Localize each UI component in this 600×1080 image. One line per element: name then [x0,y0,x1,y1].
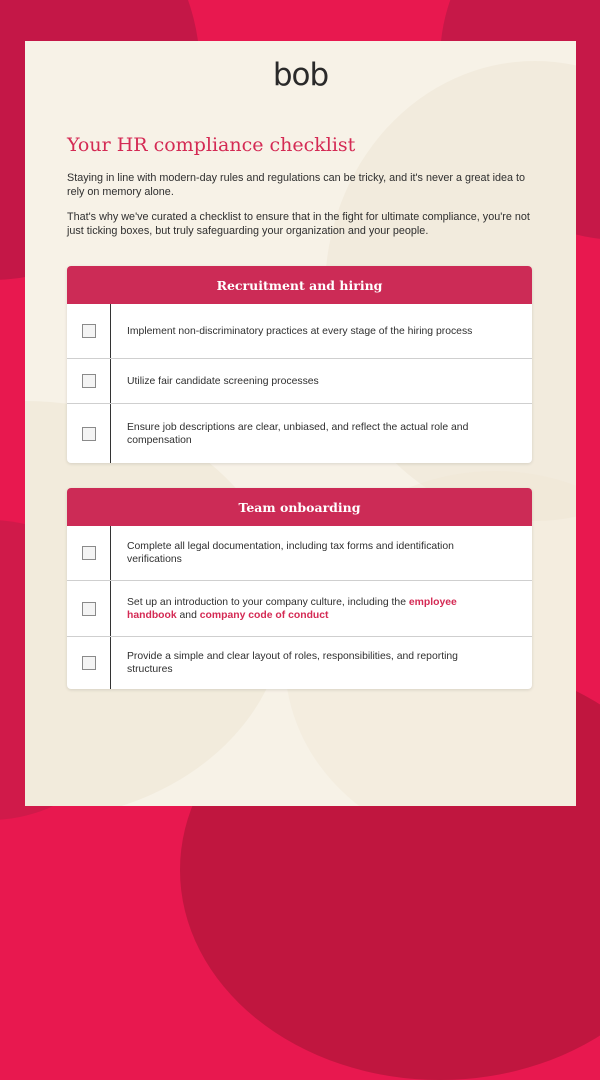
item-text: Set up an introduction to your company culture, including the [127,596,409,608]
checkbox[interactable] [82,546,96,560]
checklist-item [67,304,532,358]
checkbox[interactable] [82,374,96,388]
intro-paragraph: Staying in line with modern-day rules and regulations can be tricky, and it's never a great idea to rely on memory alone. [67,172,525,198]
page-title: Your HR compliance checklist [67,134,356,156]
checklist-item-text: Provide a simple and clear layout of roles, responsibilities, and reporting structures [127,651,458,675]
checkbox-cell [67,637,111,689]
checklist-section-onboarding [67,488,532,689]
checkbox-cell [67,526,111,580]
checkbox[interactable] [82,427,96,441]
bob-logo: bob [272,57,329,93]
checklist-item [67,403,532,463]
checklist-item-text [111,581,532,636]
checklist-item-text: Implement non-discriminatory practices at every stage of the hiring process [127,325,473,337]
checkbox-cell [67,404,111,463]
intro-paragraph: That's why we've curated a checklist to ensure that in the fight for ultimate compliance, you're not just ticking boxes, but truly safeguarding your organization and your people. [67,211,530,237]
employee-handbook-link[interactable]: employee handbook [127,596,457,621]
checklist-item-text: Ensure job descriptions are clear, unbiased, and reflect the actual role and compensation [127,421,469,446]
checklist-section-recruitment [67,266,532,463]
item-text: and [176,609,200,621]
checklist-page [25,41,576,806]
code-of-conduct-link[interactable]: company code of conduct [199,609,329,621]
checklist-item-text: Complete all legal documentation, including tax forms and identification verifications [127,541,454,565]
checklist-item [67,580,532,636]
checkbox-cell [67,304,111,358]
section-heading: Recruitment and hiring [67,266,532,304]
checklist-item-text: Utilize fair candidate screening processes [127,375,319,387]
checkbox[interactable] [82,602,96,616]
checklist-item [67,636,532,689]
checklist-item [67,358,532,403]
checkbox[interactable] [82,656,96,670]
section-heading: Team onboarding [67,488,532,526]
checkbox-cell [67,581,111,636]
checklist-item [67,526,532,580]
checkbox[interactable] [82,324,96,338]
checkbox-cell [67,359,111,403]
